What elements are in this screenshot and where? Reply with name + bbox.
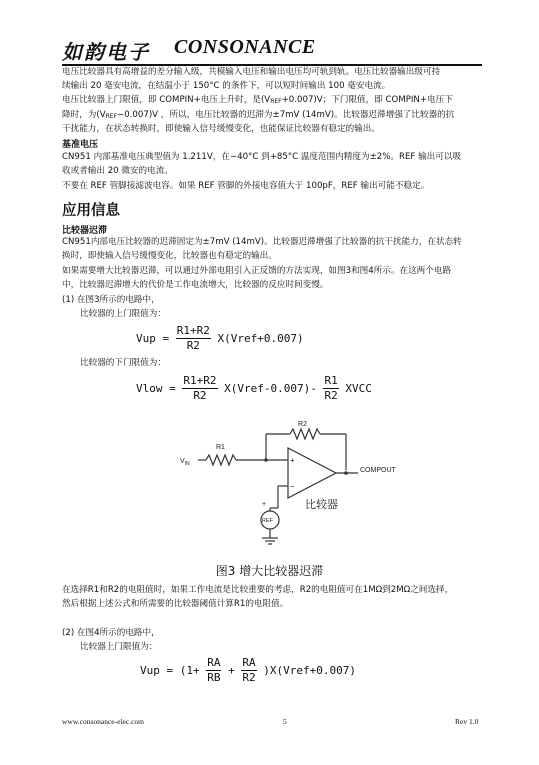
label-plus-input: + — [290, 456, 295, 465]
footer-website: www.consonance-elec.com — [62, 717, 144, 726]
label-ref: REF — [262, 518, 273, 524]
formula-vlow: Vlow = $\frac{R1+R2}{R2}$ X(Vref-0.007)- $\frac{R1}{R2}$ XVCC — [136, 374, 372, 402]
fraction: $\frac{R1}{R2}$ — [324, 374, 338, 402]
label-compout: COMPOUT — [360, 467, 396, 474]
page-header — [62, 34, 482, 62]
label-ref-plus: + — [262, 501, 267, 508]
fraction: $\frac{R1+R2}{R2}$ — [183, 374, 217, 402]
intro-paragraph-2: 电压比较器上门限值，即 COMPIN+电压上升时，是(VREF+0.007)V；下门限值，即 COMPIN+电压下 降时，为(VREF−0.007)V ，所以，电压比较器的迟滞为±7mV (14mV)。比较器迟滞增强了比较器的抗 干扰能力，在状态转换时，即使输入信号缓慢变化，也能保证比较器有稳定的输出。 — [62, 95, 455, 134]
fraction: $\frac{R1+R2}{R2}$ — [176, 324, 210, 352]
case-2-label: (2) 在图4所示的电路中， — [62, 628, 160, 638]
resistor-selection-paragraph: 在选择R1和R2的电阻值时，如果工作电流是比较重要的考虑，R2的电阻值可在1MΩ到2MΩ之间选择， 然后根据上述公式和所需要的比较器阈值计算R1的电阻值。 — [62, 585, 454, 609]
hysteresis-subtitle: 比较器迟滞 — [62, 226, 108, 236]
label-r1: R1 — [216, 444, 225, 451]
label-r2: R2 — [298, 421, 307, 428]
hysteresis-paragraph-1: CN951内部电压比较器的迟滞固定为±7mV (14mV)。比较器迟滞增强了比较器的抗干扰能力，在状态转 换时，即使输入信号缓慢变化，比较器也有稳定的输出。 — [62, 237, 462, 261]
junction-dot — [344, 471, 348, 475]
intro-paragraph-1: 电压比较器具有高增益的差分输入级，共模输入电压和输出电压均可轨到轨。电压比较器输出级可持 续输出 20 毫安电流，在结温小于 150°C 的条件下，可以短时间输出 100 毫安电流。 — [62, 67, 441, 91]
formula-vup-2: Vup = (1+ $\frac{RA}{RB}$ + $\frac{RA}{R2}$ )X(Vref+0.007) — [140, 656, 356, 684]
fraction: $\frac{RA}{R2}$ — [242, 656, 256, 684]
company-logo-chinese: 如韵电子 — [62, 40, 150, 64]
case-1-label: (1) 在图3所示的电路中， — [62, 295, 160, 305]
figure-3-caption: 图3 增大比较器迟滞 — [215, 564, 324, 578]
formula-vup-1: Vup = $\frac{R1+R2}{R2}$ X(Vref+0.007) — [136, 324, 304, 352]
ref-section-title: 基准电压 — [62, 140, 99, 150]
upper-threshold-label-2: 比较器上门限值为： — [80, 642, 158, 652]
lower-threshold-label: 比较器的下门限值为： — [80, 358, 166, 368]
upper-threshold-label-1: 比较器的上门限值为： — [80, 309, 166, 319]
label-vin: $V_{IN}$ — [180, 458, 190, 467]
label-comparator: 比较器 — [305, 498, 338, 511]
footer-page-number: 5 — [283, 717, 287, 726]
ref-paragraph-1: CN951 内部基准电压典型值为 1.211V，在−40°C 到+85°C 温度范围内精度为±2%。REF 输出可以吸 收或者输出 20 微安的电流。 — [62, 152, 462, 176]
application-section-title: 应用信息 — [62, 203, 120, 219]
fraction: $\frac{RA}{RB}$ — [207, 656, 221, 684]
footer-revision: Rev 1.0 — [455, 717, 479, 726]
label-minus-input: − — [290, 482, 295, 491]
junction-dot — [264, 458, 268, 462]
ref-paragraph-2: 不要在 REF 管脚接滤波电容。如果 REF 管脚的外接电容值大于 100pF，REF 输出可能不稳定。 — [62, 181, 430, 191]
company-logo-english: CONSONANCE — [174, 36, 316, 58]
hysteresis-paragraph-2: 如果需要增大比较器迟滞，可以通过外部电阻引入正反馈的方法实现，如图3和图4所示。在这两个电路 中，比较器迟滞增大的代价是工作电流增大，比较器的反应时间变慢。 — [62, 266, 452, 290]
figure-3-circuit — [170, 418, 410, 552]
